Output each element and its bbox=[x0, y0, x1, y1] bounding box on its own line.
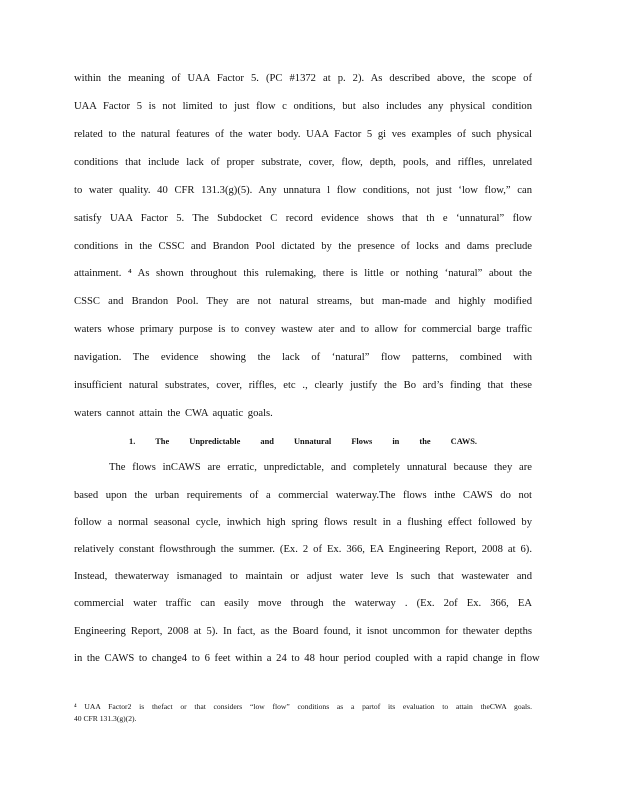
section-heading: 1. The Unpredictable and Unnatural Flows in the CAWS. bbox=[129, 437, 477, 446]
body-line: The flows inCAWS are erratic, unpredictable, and completely unnatural because they are bbox=[109, 462, 532, 473]
body-line: conditions in the CSSC and Brandon Pool dictated by the presence of locks and dams preclude bbox=[74, 241, 532, 252]
body-line: in the CAWS to change4 to 6 feet within a 24 to 48 hour period coupled with a rapid change in flow bbox=[74, 653, 540, 664]
body-line: relatively constant flowsthrough the summer. (Ex. 2 of Ex. 366, EA Engineering Report, 2008 at 6). bbox=[74, 544, 532, 555]
body-line: within the meaning of UAA Factor 5. (PC #1372 at p. 2). As described above, the scope of bbox=[74, 73, 532, 84]
body-line: follow a normal seasonal cycle, inwhich high spring flows result in a flushing effect followed by bbox=[74, 517, 532, 528]
body-line: commercial water traffic can easily move through the waterway . (Ex. 2of Ex. 366, EA bbox=[74, 598, 532, 609]
body-line: insufficient natural substrates, cover, riffles, etc ., clearly justify the Bo ard’s finding that these bbox=[74, 380, 532, 391]
body-line: satisfy UAA Factor 5. The Subdocket C record evidence shows that th e ‘unnatural” flow bbox=[74, 213, 532, 224]
body-line: waters whose primary purpose is to convey wastew ater and to allow for commercial barge traffic bbox=[74, 324, 532, 335]
footnote-line: 40 CFR 131.3(g)(2). bbox=[74, 714, 137, 723]
body-line: Instead, thewaterway ismanaged to maintain or adjust water leve ls such that wastewater and bbox=[74, 571, 532, 582]
body-line: to water quality. 40 CFR 131.3(g)(5). Any unnatura l flow conditions, not just ‘low flow,” can bbox=[74, 185, 532, 196]
body-line: UAA Factor 5 is not limited to just flow c onditions, but also includes any physical condition bbox=[74, 101, 532, 112]
body-line: CSSC and Brandon Pool. They are not natural streams, but man-made and highly modified bbox=[74, 296, 532, 307]
body-line: navigation. The evidence showing the lack of ‘natural” flow patterns, combined with bbox=[74, 352, 532, 363]
body-line: related to the natural features of the water body. UAA Factor 5 gi ves examples of such physical bbox=[74, 129, 532, 140]
body-line: based upon the urban requirements of a commercial waterway.The flows inthe CAWS do not bbox=[74, 490, 532, 501]
body-line: Engineering Report, 2008 at 5). In fact, as the Board found, it isnot uncommon for thewater depths bbox=[74, 626, 532, 637]
body-line: waters cannot attain the CWA aquatic goals. bbox=[74, 408, 273, 419]
footnote-line: ⁴ UAA Factor2 is thefact or that considers “low flow” conditions as a partof its evaluation to attain theCWA goals. bbox=[74, 702, 532, 711]
body-line: conditions that include lack of proper substrate, cover, flow, depth, pools, and riffles, unrelated bbox=[74, 157, 532, 168]
body-line: attainment. ⁴ As shown throughout this rulemaking, there is little or nothing ‘natural” about the bbox=[74, 268, 532, 279]
